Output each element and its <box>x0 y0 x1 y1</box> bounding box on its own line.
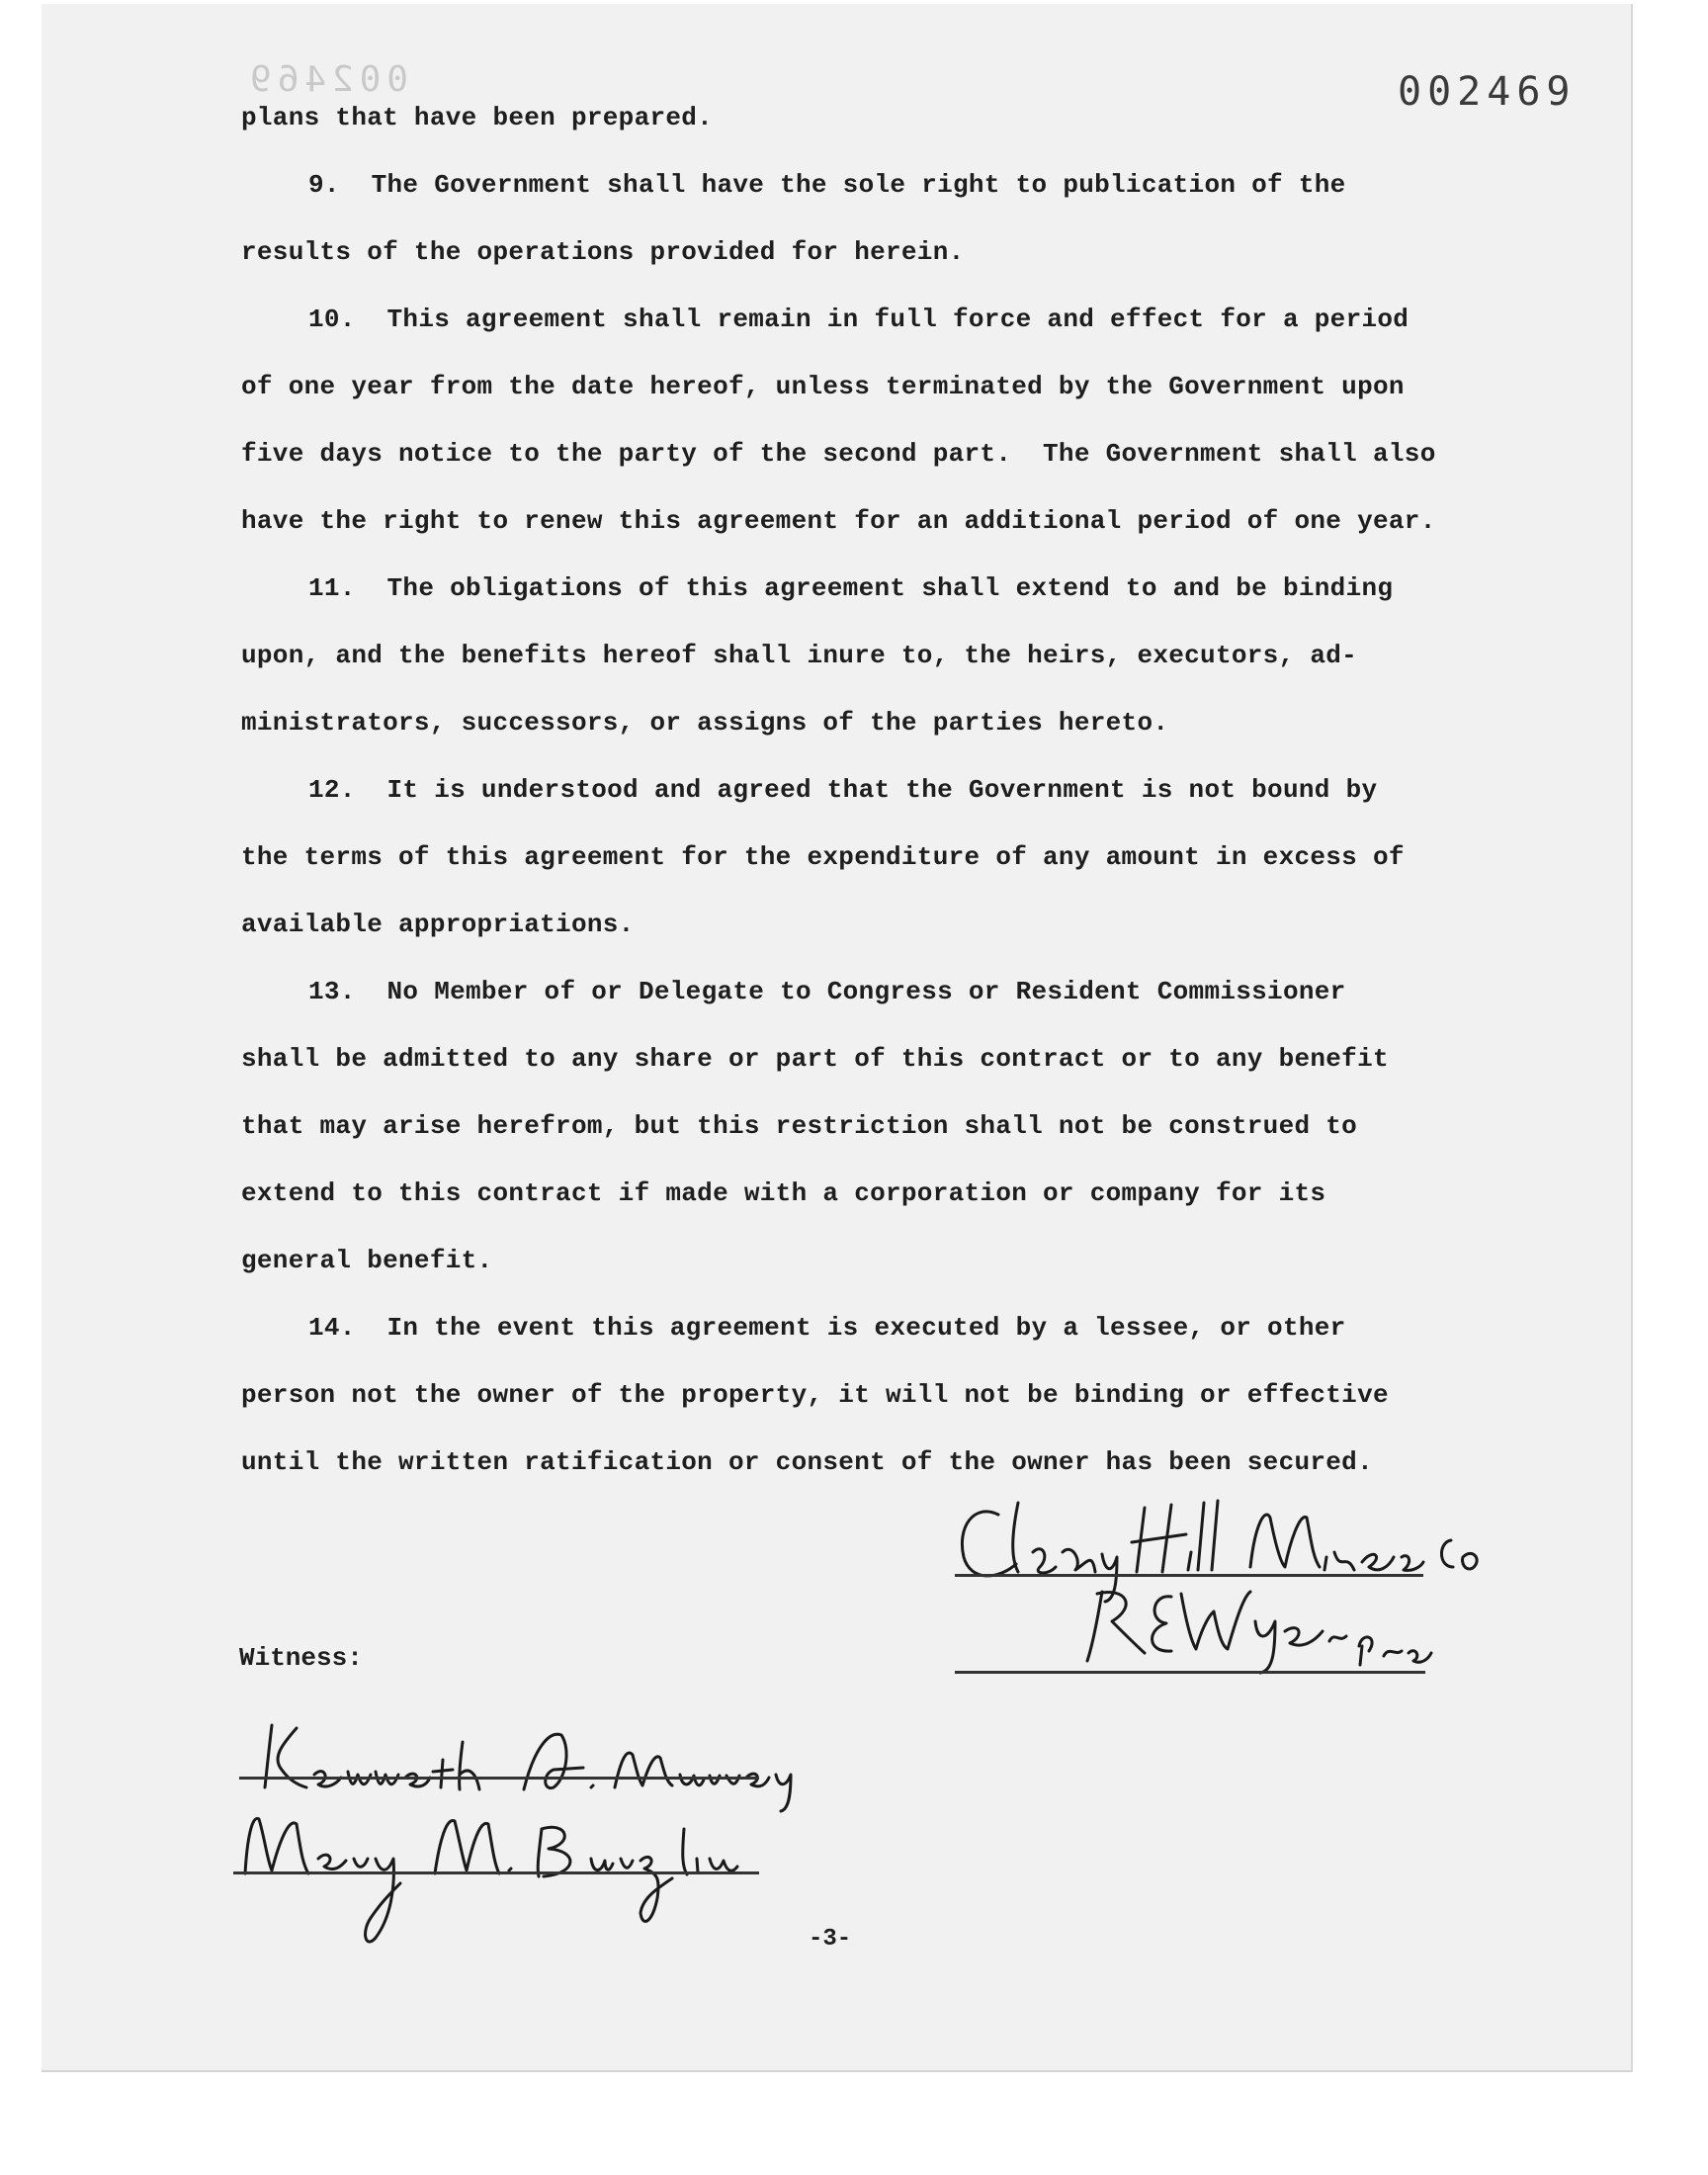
paragraph-11-start: 11. The obligations of this agreement shall extend to and be binding <box>308 573 1394 603</box>
text-line: the terms of this agreement for the expenditure of any amount in excess of <box>241 842 1405 872</box>
signature-line-party <box>955 1574 1423 1577</box>
signature-officer <box>1087 1592 1431 1673</box>
text-line: available appropriations. <box>241 910 635 939</box>
page-number: -3- <box>809 1926 852 1953</box>
signature-line-officer <box>955 1671 1425 1674</box>
signature-witness-2 <box>245 1818 737 1942</box>
bleed-through-number: 002469 <box>244 59 409 100</box>
paragraph-12-start: 12. It is understood and agreed that the Government is not bound by <box>308 775 1378 805</box>
text-line: results of the operations provided for herein. <box>241 237 965 267</box>
signature-line-witness-2 <box>233 1871 759 1874</box>
text-line: ministrators, successors, or assigns of the parties hereto. <box>241 708 1169 738</box>
paragraph-13-start: 13. No Member of or Delegate to Congress or Resident Commissioner <box>308 977 1346 1006</box>
text-line: five days notice to the party of the second part. The Government shall also <box>241 439 1436 469</box>
signature-line-witness-1 <box>239 1777 759 1780</box>
text-line: of one year from the date hereof, unless terminated by the Government upon <box>241 372 1405 401</box>
text-line: have the right to renew this agreement for an additional period of one year. <box>241 506 1436 536</box>
signature-witness-1 <box>265 1725 791 1811</box>
text-line: shall be admitted to any share or part of this contract or to any benefit <box>241 1044 1389 1074</box>
paragraph-14-start: 14. In the event this agreement is executed by a lessee, or other <box>308 1313 1346 1343</box>
text-line: upon, and the benefits hereof shall inure to, the heirs, executors, ad- <box>241 641 1358 670</box>
paragraph-10-start: 10. This agreement shall remain in full force and effect for a period <box>308 304 1409 334</box>
paragraph-9-start: 9. The Government shall have the sole right to publication of the <box>308 170 1346 200</box>
document-number: 002469 <box>1398 69 1577 115</box>
text-line: until the written ratification or consent of the owner has been secured. <box>241 1447 1373 1477</box>
text-line: plans that have been prepared. <box>241 103 714 132</box>
text-line: general benefit. <box>241 1246 493 1275</box>
text-line: extend to this contract if made with a corporation or company for its <box>241 1178 1326 1208</box>
text-line: person not the owner of the property, it will not be binding or effective <box>241 1380 1389 1410</box>
text-line: that may arise herefrom, but this restriction shall not be construed to <box>241 1111 1358 1141</box>
witness-label: Witness: <box>239 1643 363 1673</box>
signature-party <box>962 1501 1477 1602</box>
